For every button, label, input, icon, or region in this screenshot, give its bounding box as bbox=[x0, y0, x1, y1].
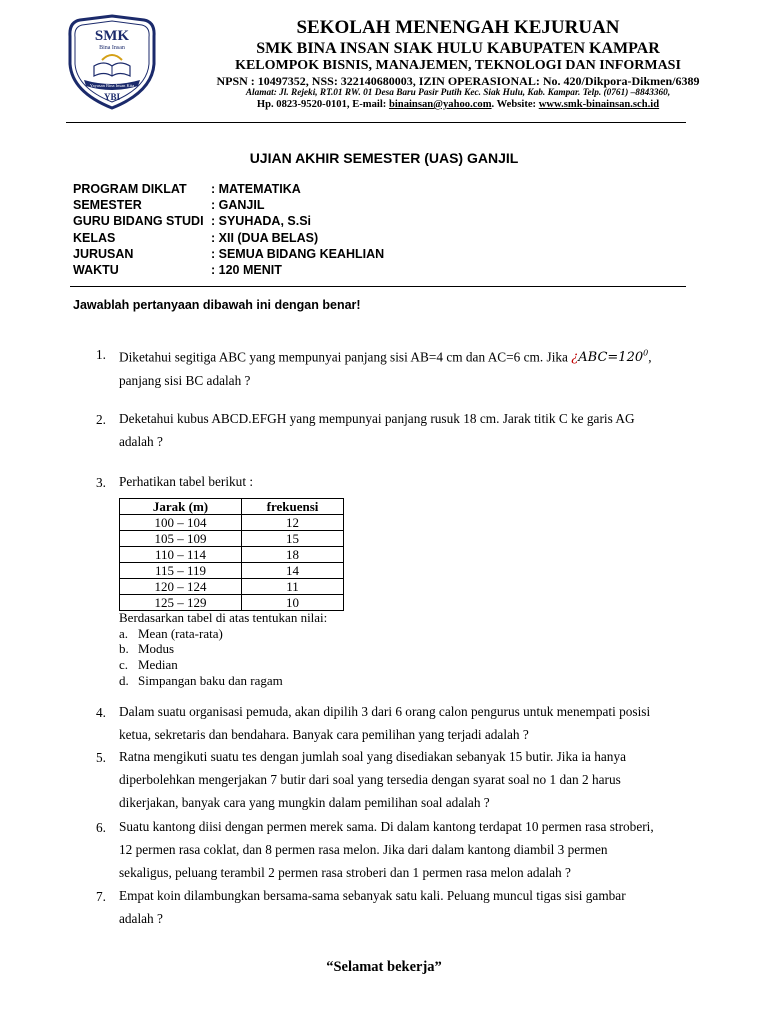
question-text: Diketahui segitiga ABC yang mempunyai panjang sisi AB=4 cm dan AC=6 cm. Jika bbox=[119, 349, 572, 365]
question-text: Empat koin dilambungkan bersama-sama sebanyak satu kali. Peluang muncul tigas sisi gambar bbox=[119, 888, 626, 903]
question-text: Dalam suatu organisasi pemuda, akan dipilih 3 dari 6 orang calon pengurus untuk menempati posisi bbox=[119, 704, 651, 719]
question-text: 12 permen rasa coklat, dan 8 permen rasa melon. Jika dari dalam kantong diambil 3 permen bbox=[119, 842, 608, 857]
question-number: 3. bbox=[96, 475, 106, 490]
info-key: SEMESTER bbox=[73, 198, 142, 212]
question-3-intro: Perhatikan tabel berikut : bbox=[119, 474, 254, 489]
letterhead-line-2: SMK BINA INSAN SIAK HULU KABUPATEN KAMPAR bbox=[256, 40, 660, 57]
info-value: : 120 MENIT bbox=[211, 263, 282, 277]
sub-question: c. Median bbox=[119, 657, 178, 672]
table-cell: 110 – 114 bbox=[120, 547, 242, 563]
table-cell: 115 – 119 bbox=[120, 563, 242, 579]
info-row bbox=[73, 247, 384, 261]
info-row bbox=[73, 214, 311, 228]
info-value: : SEMUA BIDANG KEAHLIAN bbox=[211, 247, 385, 261]
question-text: Deketahui kubus ABCD.EFGH yang mempunyai panjang rusuk 18 cm. Jarak titik C ke garis AG bbox=[119, 411, 635, 426]
degree-superscript: 0 bbox=[643, 349, 649, 358]
question-text: adalah ? bbox=[119, 911, 163, 926]
table-cell: 120 – 124 bbox=[120, 579, 242, 595]
letterhead-address: Alamat: Jl. Rejeki, RT.01 RW. 01 Desa Baru Pasir Putih Kec. Siak Hulu, Kab. Kampar. Telp. (0761) –8843360, bbox=[245, 88, 671, 98]
instruction: Jawablah pertanyaan dibawah ini dengan benar! bbox=[73, 298, 361, 312]
table-row bbox=[120, 531, 344, 547]
letterhead-divider bbox=[66, 122, 686, 123]
question-text: ketua, sekretaris dan bendahara. Banyak cara pemilihan yang terjadi adalah ? bbox=[119, 727, 529, 742]
info-row bbox=[73, 182, 301, 196]
question-text: Ratna mengikuti suatu tes dengan jumlah soal yang disediakan sebanyak 15 butir. Jika ia hanya bbox=[119, 749, 627, 764]
question-number: 5. bbox=[96, 750, 106, 765]
letterhead-line-3: KELOMPOK BISNIS, MANAJEMEN, TEKNOLOGI DAN INFORMASI bbox=[235, 58, 681, 73]
question-7 bbox=[119, 884, 704, 930]
sub-question: a. Mean (rata-rata) bbox=[119, 626, 223, 641]
school-logo bbox=[66, 14, 158, 110]
info-value: : GANJIL bbox=[211, 198, 265, 212]
info-value: : XII (DUA BELAS) bbox=[211, 231, 319, 245]
logo-middle-text: Bina Insan bbox=[99, 45, 125, 51]
letterhead-contact bbox=[160, 99, 756, 110]
info-key: WAKTU bbox=[73, 263, 119, 277]
table-header: Jarak (m) bbox=[120, 499, 242, 515]
question-text: sekaligus, peluang terambil 2 permen rasa stroberi dan 1 permen rasa melon adalah ? bbox=[119, 865, 571, 880]
info-key: JURUSAN bbox=[73, 247, 134, 261]
angle-symbol: ¿ bbox=[571, 350, 579, 366]
info-key: KELAS bbox=[73, 231, 116, 245]
table-header-row bbox=[120, 499, 344, 515]
table-row bbox=[120, 595, 344, 611]
info-row bbox=[73, 198, 264, 212]
sub-question: b. Modus bbox=[119, 641, 175, 656]
question-number: 6. bbox=[96, 820, 106, 835]
letterhead-line-1: SEKOLAH MENENGAH KEJURUAN bbox=[296, 17, 620, 38]
table-cell: 15 bbox=[242, 531, 344, 547]
logo-top-text: SMK bbox=[94, 28, 130, 44]
table-cell: 10 bbox=[242, 595, 344, 611]
info-divider bbox=[70, 286, 686, 287]
table-cell: 18 bbox=[242, 547, 344, 563]
table-row bbox=[120, 563, 344, 579]
question-4 bbox=[119, 700, 704, 746]
info-value: : MATEMATIKA bbox=[211, 182, 301, 196]
table-cell: 12 bbox=[242, 515, 344, 531]
table-cell: 11 bbox=[242, 579, 344, 595]
question-2 bbox=[119, 407, 704, 453]
question-number: 2. bbox=[96, 412, 106, 427]
question-text: adalah ? bbox=[119, 434, 163, 449]
table-cell: 105 – 109 bbox=[120, 531, 242, 547]
website-link[interactable]: www.smk-binainsan.sch.id bbox=[538, 99, 660, 110]
exam-title: UJIAN AKHIR SEMESTER (UAS) GANJIL bbox=[249, 150, 519, 166]
info-key: PROGRAM DIKLAT bbox=[73, 182, 187, 196]
question-text: dikerjakan, banyak cara yang mungkin dalam pemilihan soal adalah ? bbox=[119, 795, 490, 810]
table-row bbox=[120, 515, 344, 531]
question-number: 1. bbox=[96, 347, 106, 362]
angle-expression bbox=[571, 350, 648, 365]
frequency-table bbox=[119, 498, 344, 611]
question-text: panjang sisi BC adalah ? bbox=[119, 373, 251, 389]
table-cell: 100 – 104 bbox=[120, 515, 242, 531]
table-row bbox=[120, 579, 344, 595]
info-value: : SYUHADA, S.Si bbox=[211, 214, 312, 228]
question-number: 7. bbox=[96, 889, 106, 904]
question-text: diperbolehkan mengerjakan 7 butir dari soal yang tersedia dengan syarat soal no 1 dan 2 harus bbox=[119, 772, 621, 787]
table-cell: 125 – 129 bbox=[120, 595, 242, 611]
info-row bbox=[73, 263, 282, 277]
closing-note: “Selamat bekerja” bbox=[326, 959, 442, 975]
question-3-after-table: Berdasarkan tabel di atas tentukan nilai: bbox=[119, 610, 328, 625]
table-row bbox=[120, 547, 344, 563]
question-5 bbox=[119, 745, 704, 814]
question-1 bbox=[119, 342, 704, 392]
logo-ribbon-text: Yayasan Bina Insan Kita bbox=[89, 83, 135, 88]
question-6 bbox=[119, 815, 704, 884]
question-number: 4. bbox=[96, 705, 106, 720]
table-cell: 14 bbox=[242, 563, 344, 579]
contact-prefix: Hp. 0823-9520-0101, E-mail: bbox=[256, 99, 389, 110]
letterhead-line-4: NPSN : 10497352, NSS: 322140680003, IZIN OPERASIONAL: No. 420/Dikpora-Dikmen/6389 bbox=[216, 74, 700, 88]
angle-name: ABC bbox=[578, 350, 608, 366]
question-text: , bbox=[648, 349, 652, 365]
table-header: frekuensi bbox=[242, 499, 344, 515]
question-text: Suatu kantong diisi dengan permen merek sama. Di dalam kantong terdapat 10 permen rasa stroberi, bbox=[119, 819, 654, 834]
contact-mid: . Website: bbox=[491, 99, 539, 110]
info-key: GURU BIDANG STUDI bbox=[73, 214, 204, 228]
email-link[interactable]: binainsan@yahoo.com bbox=[388, 99, 492, 110]
info-row bbox=[73, 231, 318, 245]
angle-equals: =120 bbox=[607, 350, 644, 366]
sub-question: d. Simpangan baku dan ragam bbox=[119, 673, 283, 688]
logo-bottom-text: YBI bbox=[103, 92, 121, 102]
